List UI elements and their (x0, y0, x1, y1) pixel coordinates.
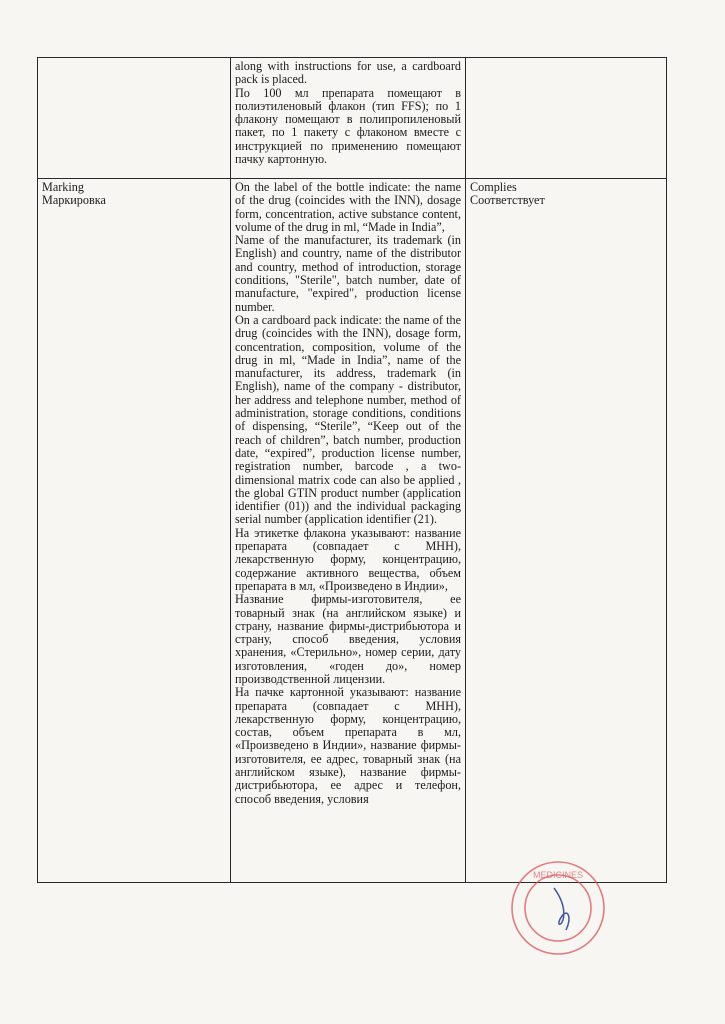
marking-paragraph: Name of the manufacturer, its trademark (in English) and country, name of the distributor and country, method of introduction, storage conditions, "Sterile", batch number, date of manufacture, "expired", production license number. (235, 233, 461, 314)
table-row (38, 179, 667, 883)
marking-parameter-cell (38, 179, 231, 883)
table-row (38, 58, 667, 179)
row1-result-cell (466, 58, 667, 179)
specification-table (37, 57, 667, 883)
signature-mark (554, 888, 569, 930)
marking-paragraph: On a cardboard pack indicate: the name of the drug (coincides with the INN), dosage form, concentration, composition, volume of the drug in ml, “Made in India”, name of the manufacturer, its address, trademark (in English), name of the company - distributor, her address and telephone number, method of administration, storage conditions, conditions of dispensing, “Sterile”, “Keep out of the reach of children”, batch number, production date, “expired”, production license number, registration number, barcode , a two-dimensional matrix code can also be applied , the global GTIN product number (application identifier (01)) and the individual packaging serial number (application identifier (21). (235, 312, 461, 527)
result-label-ru: Соответствует (470, 193, 545, 208)
packaging-text-ru: По 100 мл препарата помещают в полиэтиленовый флакон (тип FFS); по 1 флакону помещают в полипропиленовый пакет, по 1 пакету с флаконом вместе с инструкцией по применению помещают пачку картонную. (235, 85, 461, 167)
stamp-text: MEDICINES (532, 870, 584, 880)
result-label-en: Complies (470, 180, 517, 194)
row1-description-cell (231, 58, 466, 179)
marking-paragraph: На этикетке флакона указывают: название препарата (совпадает с МНН), лекарственную форму, концентрацию, содержание активного вещества, объем препарата в мл, «Произведено в Индии», (235, 525, 461, 593)
marking-paragraph: On the label of the bottle indicate: the name of the drug (coincides with the INN), dosage form, concentration, active substance content, volume of the drug in ml, “Made in India”, (235, 180, 461, 234)
marking-description-cell (231, 179, 466, 883)
marking-result-cell (466, 179, 667, 883)
marking-paragraph: Название фирмы-изготовителя, ее товарный знак (на английском языке) и страну, название фирмы-дистрибьютора и страну, способ введения, условия хранения, «Стерильно», номер серии, дату изготовления, «годен до», номер производственной лицензии. (235, 592, 461, 686)
row1-parameter-cell (38, 58, 231, 179)
marking-paragraph: На пачке картонной указывают: название препарата (совпадает с МНН), лекарственную форму, концентрацию, состав, объем препарата в мл, «Произведено в Индии», название фирмы-изготовителя, ее адрес, товарный знак (на английском языке), название фирмы-дистрибьютора, ее адрес и телефон, способ введения, условия (235, 685, 461, 806)
packaging-text-en: along with instructions for use, a cardboard pack is placed. (235, 59, 461, 87)
marking-label-ru: Маркировка (42, 193, 106, 208)
marking-label-en: Marking (42, 180, 84, 194)
official-stamp (508, 858, 608, 958)
